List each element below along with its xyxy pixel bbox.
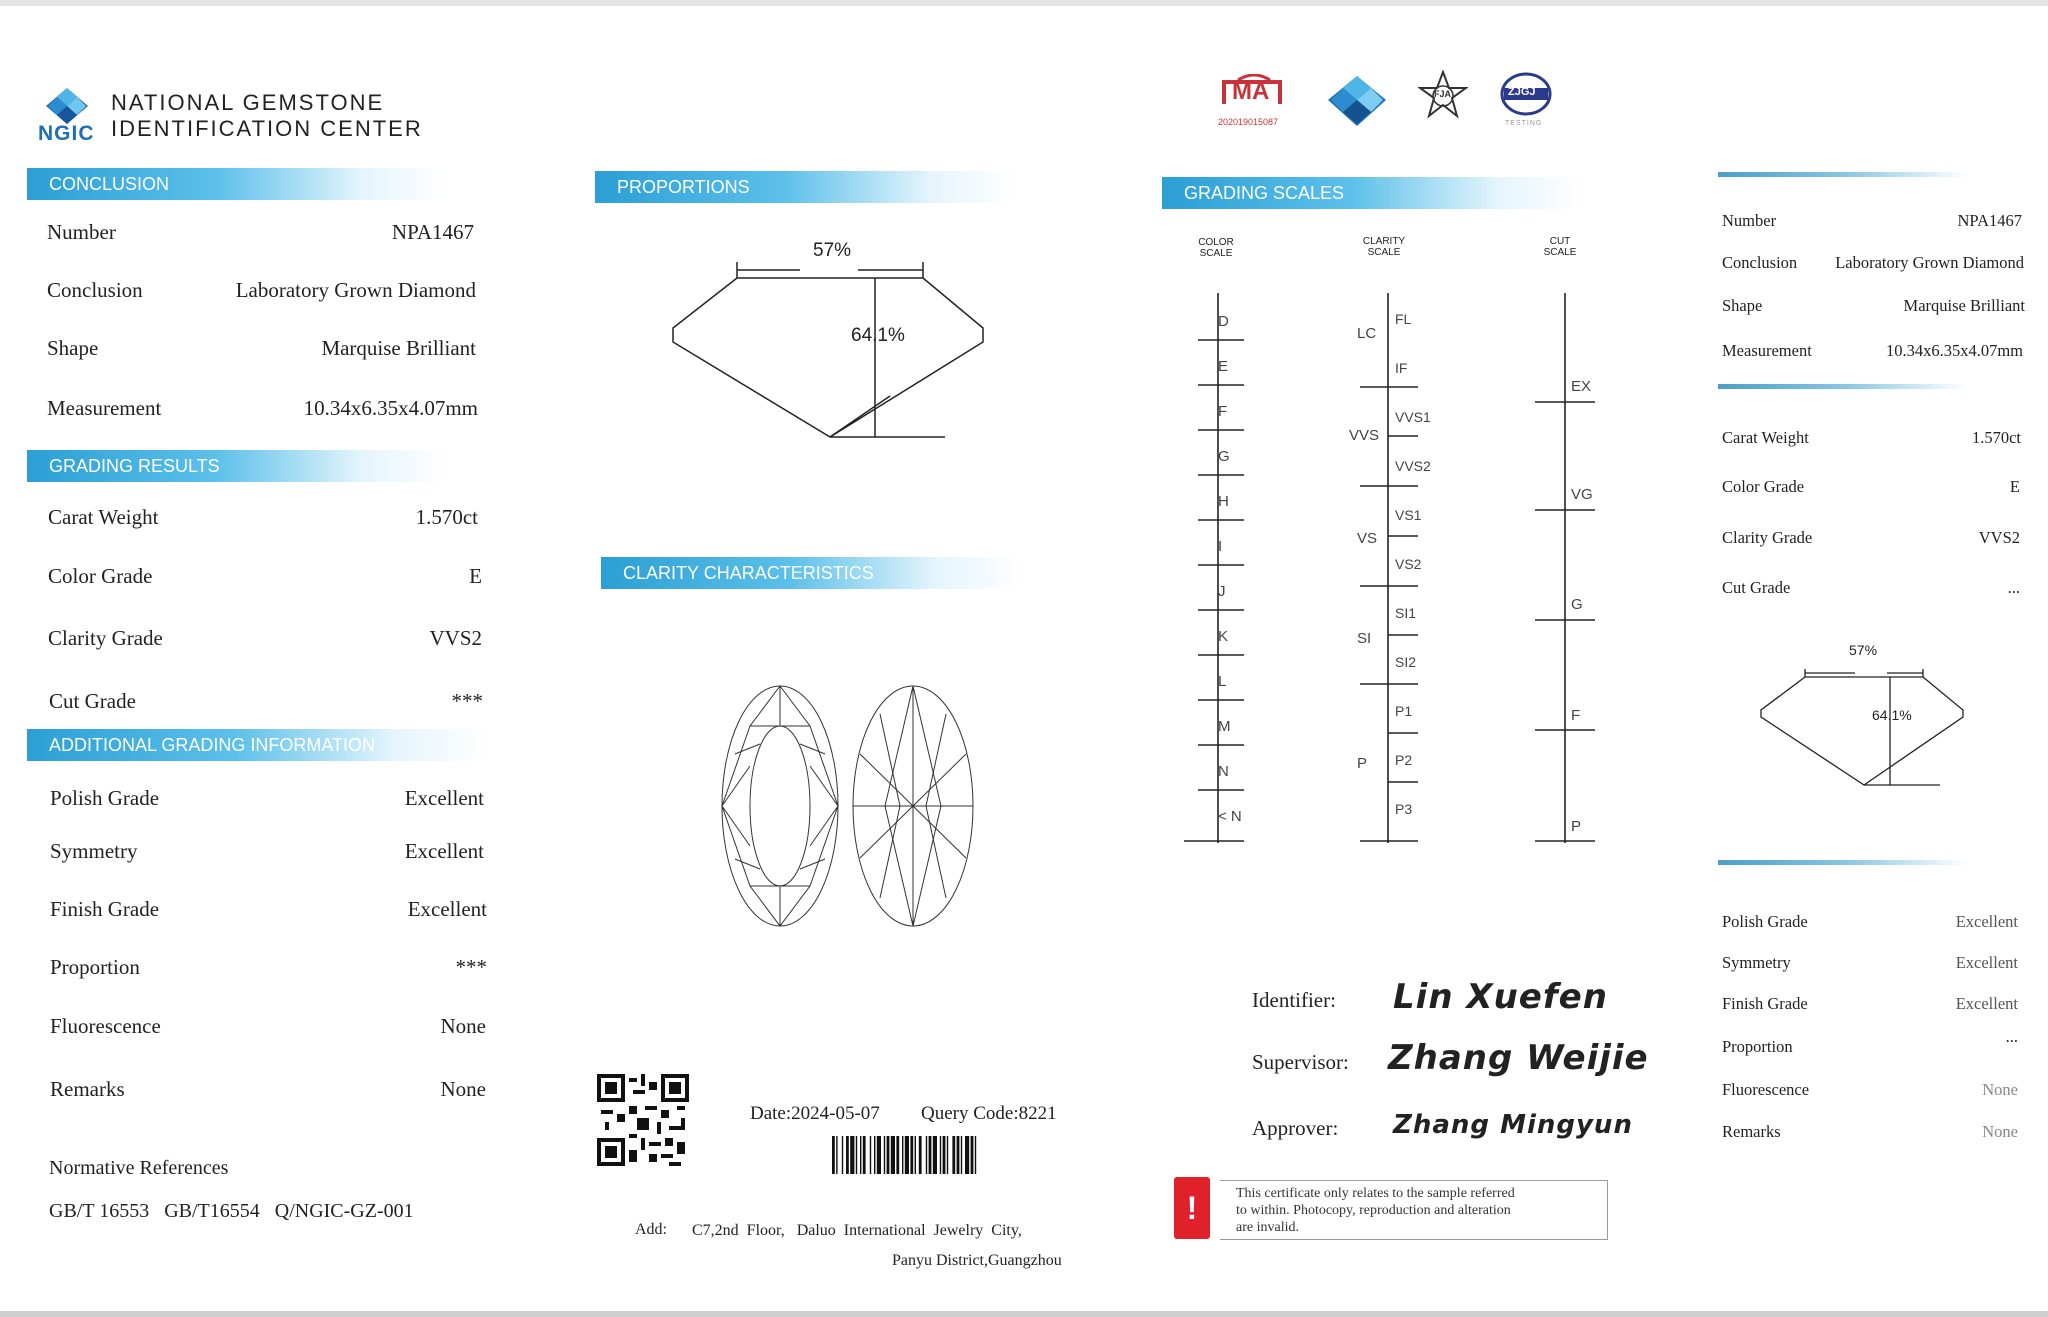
measurement-value: 10.34x6.35x4.07mm [303,396,478,420]
clarity-grade-label: SI1 [1395,605,1417,621]
report-date: Date:2024-05-07 [750,1103,880,1124]
cut-grade-label: F [1571,707,1581,724]
notice-line-2: to within. Photocopy, reproduction and alteration [1236,1203,1511,1218]
approver-label: Approver: [1252,1116,1339,1140]
address-label: Add: [635,1221,667,1238]
grading-scales-diagram [1180,290,1600,850]
summary-number-label: Number [1722,211,1777,230]
summary-clarity-value: VVS2 [1978,528,2020,547]
summary-remarks-label: Remarks [1722,1122,1781,1141]
color-grade-label: K [1218,628,1229,645]
measurement-label: Measurement [47,396,162,420]
summary-conclusion-label: Conclusion [1722,253,1798,272]
summary-measurement-label: Measurement [1722,341,1812,360]
summary-measurement-value: 10.34x6.35x4.07mm [1885,341,2023,360]
cut-value: *** [451,689,483,713]
clarity-group-label: VVS [1349,427,1380,444]
section-header-grading-results: GRADING RESULTS [27,450,447,482]
summary-fluorescence-label: Fluorescence [1722,1080,1810,1099]
fluorescence-label: Fluorescence [50,1014,161,1038]
summary-cut-label: Cut Grade [1722,578,1791,597]
summary-cut-value: ... [2007,578,2020,597]
color-grade-label: < N [1218,808,1242,825]
shape-label: Shape [47,336,99,360]
bottom-edge [0,1311,2048,1317]
clarity-grade-label: IF [1395,360,1408,376]
summary-fluorescence-value: None [1982,1080,2018,1099]
color-grade-label: M [1218,718,1231,735]
summary-color-label: Color Grade [1722,477,1805,496]
color-grade-label: N [1218,763,1229,780]
color-grade-label: H [1218,493,1229,510]
clarity-group-label: P [1357,755,1368,772]
summary-symmetry-value: Excellent [1955,953,2018,972]
section-header-proportions: PROPORTIONS [595,171,1015,203]
clarity-grade-label: P1 [1395,703,1413,719]
notice-text [1236,1185,1515,1236]
section-header-conclusion: CONCLUSION [27,168,447,200]
shape-value: Marquise Brilliant [321,336,476,360]
clarity-scale-title: CLARITY SCALE [1362,236,1406,258]
query-code: Query Code:8221 [921,1103,1057,1124]
color-value: E [469,564,482,588]
clarity-grade-label: VVS1 [1395,409,1431,425]
symmetry-label: Symmetry [50,839,138,863]
top-edge [0,0,2048,6]
cut-grade-label: VG [1571,486,1593,503]
color-grade-label: D [1218,313,1229,330]
cut-scale-title: CUT SCALE [1543,236,1577,258]
finish-value: Excellent [407,897,487,921]
summary-finish-value: Excellent [1955,994,2018,1013]
color-grade-label: I [1218,538,1223,555]
ngic-diamond-logo-icon [1326,74,1388,128]
summary-finish-label: Finish Grade [1722,994,1808,1013]
address-line2: Panyu District,Guangzhou [892,1252,1062,1269]
summary-proportion-value: ... [2005,1027,2018,1046]
logo-abbreviation: NGIC [38,122,95,145]
color-grade-label: G [1218,448,1230,465]
proportion-depth-percent: 64.1% [851,325,905,346]
clarity-grade-label: VS2 [1395,556,1422,572]
summary-carat-value: 1.570ct [1971,428,2021,447]
cma-number: 202019015087 [1218,117,1279,127]
color-grade-label: F [1218,403,1228,420]
summary-polish-value: Excellent [1955,912,2018,931]
symmetry-value: Excellent [404,839,484,863]
fja-letters: FJA [1434,89,1452,99]
summary-shape-value: Marquise Brilliant [1903,296,2025,315]
cut-label: Cut Grade [49,689,136,713]
summary-shape-label: Shape [1722,296,1763,315]
identifier-signature: Lin Xuefen [1393,977,1608,1017]
cut-grade-label: G [1571,596,1583,613]
carat-label: Carat Weight [48,505,159,529]
clarity-value: VVS2 [429,626,482,650]
zjgj-caption: TESTING [1505,120,1543,127]
conclusion-value: Laboratory Grown Diamond [235,278,476,302]
normative-refs: GB/T 16553 GB/T16554 Q/NGIC-GZ-001 [49,1200,414,1222]
org-name-line2: IDENTIFICATION CENTER [111,116,423,141]
clarity-grade-label: P2 [1395,752,1413,768]
summary-rule-3 [1718,860,1968,865]
color-grade-label: L [1218,673,1227,690]
zjgj-letters: ZJGJ [1508,86,1536,98]
summary-remarks-value: None [1982,1122,2018,1141]
summary-rule-2 [1718,384,1968,389]
summary-polish-label: Polish Grade [1722,912,1808,931]
summary-carat-label: Carat Weight [1722,428,1809,447]
cma-letters: MA [1232,78,1270,105]
cut-grade-label: EX [1571,378,1592,395]
summary-clarity-label: Clarity Grade [1722,528,1813,547]
address-line1: C7,2nd Floor, Daluo International Jewelry City, [692,1222,1022,1239]
warning-icon: ! [1174,1177,1210,1239]
polish-value: Excellent [404,786,484,810]
proportions-diagram [660,232,1000,442]
notice-line-1: This certificate only relates to the sample referred [1236,1186,1515,1201]
proportion-table-percent: 57% [813,240,852,261]
notice-line-3: are invalid. [1236,1220,1299,1235]
clarity-group-label: SI [1357,630,1372,647]
approver-signature: Zhang Mingyun [1393,1110,1633,1140]
color-grade-label: J [1218,583,1226,600]
summary-rule-1 [1718,172,1968,177]
proportion-label: Proportion [50,955,140,979]
remarks-value: None [440,1077,486,1101]
summary-color-value: E [2009,477,2020,496]
summary-conclusion-value: Laboratory Grown Diamond [1835,253,2024,272]
clarity-plot-diagram [720,684,980,929]
qr-code[interactable] [597,1074,689,1166]
carat-value: 1.570ct [415,505,478,529]
section-header-additional: ADDITIONAL GRADING INFORMATION [27,729,487,761]
normative-title: Normative References [49,1157,229,1179]
color-grade-label: E [1218,358,1229,375]
number-label: Number [47,220,116,244]
color-scale-title: COLOR SCALE [1198,237,1234,259]
summary-proportion-label: Proportion [1722,1037,1793,1056]
org-name-line1: NATIONAL GEMSTONE [111,90,385,115]
summary-number-value: NPA1467 [1957,211,2022,230]
clarity-group-label: VS [1357,530,1378,547]
summary-table-percent: 57% [1849,642,1878,658]
polish-label: Polish Grade [50,786,160,810]
identifier-label: Identifier: [1252,988,1336,1012]
summary-symmetry-label: Symmetry [1722,953,1791,972]
clarity-grade-label: FL [1395,311,1412,327]
cut-grade-label: P [1571,818,1582,835]
clarity-label: Clarity Grade [48,626,163,650]
fluorescence-value: None [440,1014,486,1038]
proportion-value: *** [455,955,487,979]
clarity-grade-label: VVS2 [1395,458,1431,474]
section-header-clarity-characteristics: CLARITY CHARACTERISTICS [601,557,1021,589]
clarity-grade-label: VS1 [1395,507,1422,523]
color-label: Color Grade [48,564,153,588]
remarks-label: Remarks [50,1077,125,1101]
summary-depth-percent: 64.1% [1872,707,1912,723]
clarity-group-label: LC [1357,325,1377,342]
summary-proportions-diagram [1755,655,1985,790]
supervisor-label: Supervisor: [1252,1050,1349,1074]
number-value: NPA1467 [391,220,474,244]
section-header-grading-scales: GRADING SCALES [1162,177,1582,209]
clarity-grade-label: P3 [1395,801,1413,817]
finish-label: Finish Grade [50,897,160,921]
conclusion-label: Conclusion [47,278,143,302]
ngic-logo-icon [44,86,90,126]
clarity-grade-label: SI2 [1395,654,1417,670]
supervisor-signature: Zhang Weijie [1388,1038,1649,1078]
barcode [832,1136,1075,1174]
